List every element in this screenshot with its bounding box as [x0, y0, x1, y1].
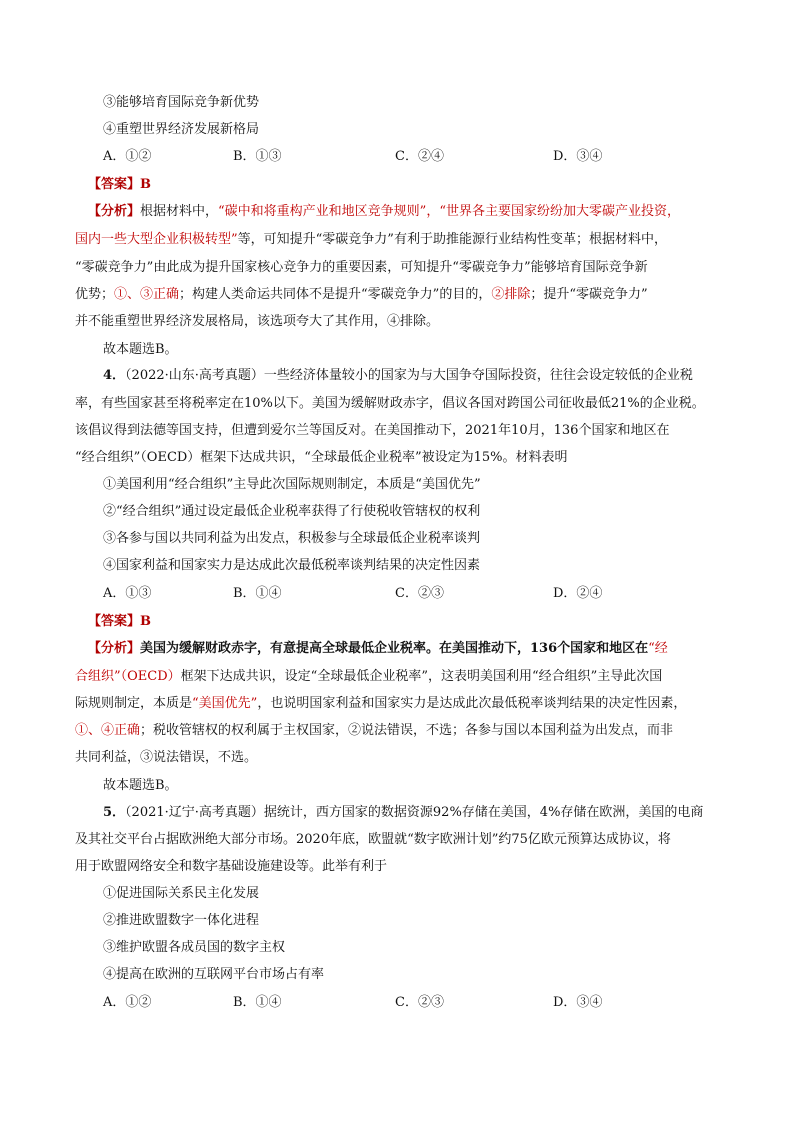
q5-statement-4: ④提高在欧洲的互联网平台市场占有率 [103, 967, 325, 982]
analysis-text: ；构建人类命运共同体不是提升“零碳竞争力”的目的， [179, 287, 492, 302]
answer-value: B [140, 614, 152, 629]
analysis-highlight: ①、④正确 [75, 723, 141, 738]
q5-option-b: B．①④ [233, 995, 282, 1010]
q4-stem-line-1 [103, 367, 693, 385]
q3-answer [88, 176, 151, 194]
analysis-text: 根据材料中， [140, 204, 219, 219]
q5-stem-line-1 [103, 804, 703, 822]
analysis-highlight: ②排除 [491, 287, 531, 302]
q4-statement-2: ②“经合组织”通过设定最低企业税率获得了行使税收管辖权的权利 [103, 504, 481, 519]
analysis-text: ；提升“零碳竞争力” [530, 287, 648, 302]
answer-tag: 【答案】 [88, 614, 141, 629]
q3-analysis-line-1 [88, 203, 680, 221]
analysis-highlight: ①、③正确 [114, 287, 180, 302]
q4-option-b: B．①④ [233, 586, 282, 601]
q4-statement-1: ①美国利用“经合组织”主导此次国际规则制定，本质是“美国优先” [103, 477, 481, 492]
question-source: （2022·山东·高考真题） [125, 368, 264, 383]
question-source: （2021·辽宁·高考真题） [125, 805, 264, 820]
analysis-tag: 【分析】 [88, 641, 141, 656]
q3-analysis-line-3: “零碳竞争力”由此成为提升国家核心竞争力的重要因素，可知提升“零碳竞争力”能够培育国际竞争新 [75, 260, 648, 275]
answer-value: B [140, 177, 152, 192]
q5-statement-1: ①促进国际关系民主化发展 [103, 886, 260, 901]
analysis-text: 等，可知提升“零碳竞争力”有利于助推能源行业结构性变革；根据材料中， [237, 232, 667, 247]
q4-statement-3: ③各参与国以共同利益为出发点，积极参与全球最低企业税率谈判 [103, 531, 481, 546]
q4-stem-line-3: 该倡议得到法德等国支持，但遭到爱尔兰等国反对。在美国推动下，2021年10月，136个国家和地区在 [75, 423, 670, 438]
q4-analysis-line-5: 共同利益，③说法错误，不选。 [75, 750, 258, 765]
q5-stem-line-2: 及其社交平台占据欧洲绝大部分市场。2020年底，欧盟就“数字欧洲计划”约75亿欧元预算达成协议，将 [75, 832, 671, 847]
q5-stem-line-3: 用于欧盟网络安全和数字基础设施建设等。此举有利于 [75, 859, 388, 874]
q5-option-a: A．①② [103, 995, 152, 1010]
q4-statement-4: ④国家利益和国家实力是达成此次最低税率谈判结果的决定性因素 [103, 558, 481, 573]
analysis-quote: 国内一些大型企业积极转型” [75, 232, 238, 247]
analysis-quote: “美国优先” [192, 696, 258, 711]
q4-stem-line-4: “经合组织”（OECD）框架下达成共识，“全球最低企业税率”被设定为15%。材料表明 [75, 450, 568, 465]
question-number: 4． [103, 368, 126, 383]
q5-statement-2: ②推进欧盟数字一体化进程 [103, 913, 260, 928]
analysis-text: ，也说明国家利益和国家实力是达成此次最低税率谈判结果的决定性因素， [257, 696, 687, 711]
analysis-text: 际规则制定，本质是 [75, 696, 193, 711]
q5-option-c: C．②③ [395, 995, 444, 1010]
q3-analysis-line-4 [75, 286, 648, 304]
q3-statement-4: ④重塑世界经济发展新格局 [103, 122, 260, 137]
q3-option-b: B．①③ [233, 149, 282, 164]
q3-statement-3: ③能够培育国际竞争新优势 [103, 95, 260, 110]
analysis-quote: “碳中和将重构产业和地区竞争规则”，“世界各主要国家纷纷加大零碳产业投资， [218, 204, 680, 219]
analysis-text: 美国为缓解财政赤字，有意提高全球最低企业税率。在美国推动下，136个国家和地区在 [140, 641, 649, 656]
q5-option-d: D．③④ [553, 995, 603, 1010]
q4-option-d: D．②④ [553, 586, 603, 601]
question-number: 5． [103, 805, 126, 820]
analysis-text: ；税收管辖权的权利属于主权国家，②说法错误，不选；各参与国以本国利益为出发点，而非 [140, 723, 674, 738]
q3-option-a: A．①② [103, 149, 152, 164]
q3-analysis-line-5: 并不能重塑世界经济发展格局，该选项夸大了其作用，④排除。 [75, 314, 440, 329]
answer-tag: 【答案】 [88, 177, 141, 192]
q4-conclusion: 故本题选B。 [103, 778, 178, 793]
q4-answer [88, 613, 151, 631]
q4-analysis-line-1 [88, 640, 668, 658]
q4-analysis-line-2 [75, 668, 662, 686]
q4-analysis-line-4 [75, 722, 673, 740]
q5-statement-3: ③维护欧盟各成员国的数字主权 [103, 940, 286, 955]
q3-conclusion: 故本题选B。 [103, 342, 178, 357]
q4-analysis-line-3 [75, 695, 686, 713]
q4-option-c: C．②③ [395, 586, 444, 601]
analysis-tag: 【分析】 [88, 204, 141, 219]
analysis-text: 优势； [75, 287, 115, 302]
analysis-quote: “经 [648, 641, 668, 656]
q4-option-a: A．①③ [103, 586, 152, 601]
q4-stem-line-2: 率，有些国家甚至将税率定在10%以下。美国为缓解财政赤字，倡议各国对跨国公司征收最低21%的企业税。 [75, 396, 705, 411]
q3-option-c: C．②④ [395, 149, 444, 164]
question-text: 一些经济体量较小的国家为与大国争夺国际投资，往往会设定较低的企业税 [263, 368, 693, 383]
analysis-text: 框架下达成共识，设定“全球最低企业税率”，这表明美国利用“经合组织”主导此次国 [180, 669, 663, 684]
q3-option-d: D．③④ [553, 149, 603, 164]
q3-analysis-line-2 [75, 231, 667, 249]
analysis-quote: 合组织”（OECD） [75, 669, 181, 684]
question-text: 据统计，西方国家的数据资源92%存储在美国，4%存储在欧洲，美国的电商 [263, 805, 704, 820]
